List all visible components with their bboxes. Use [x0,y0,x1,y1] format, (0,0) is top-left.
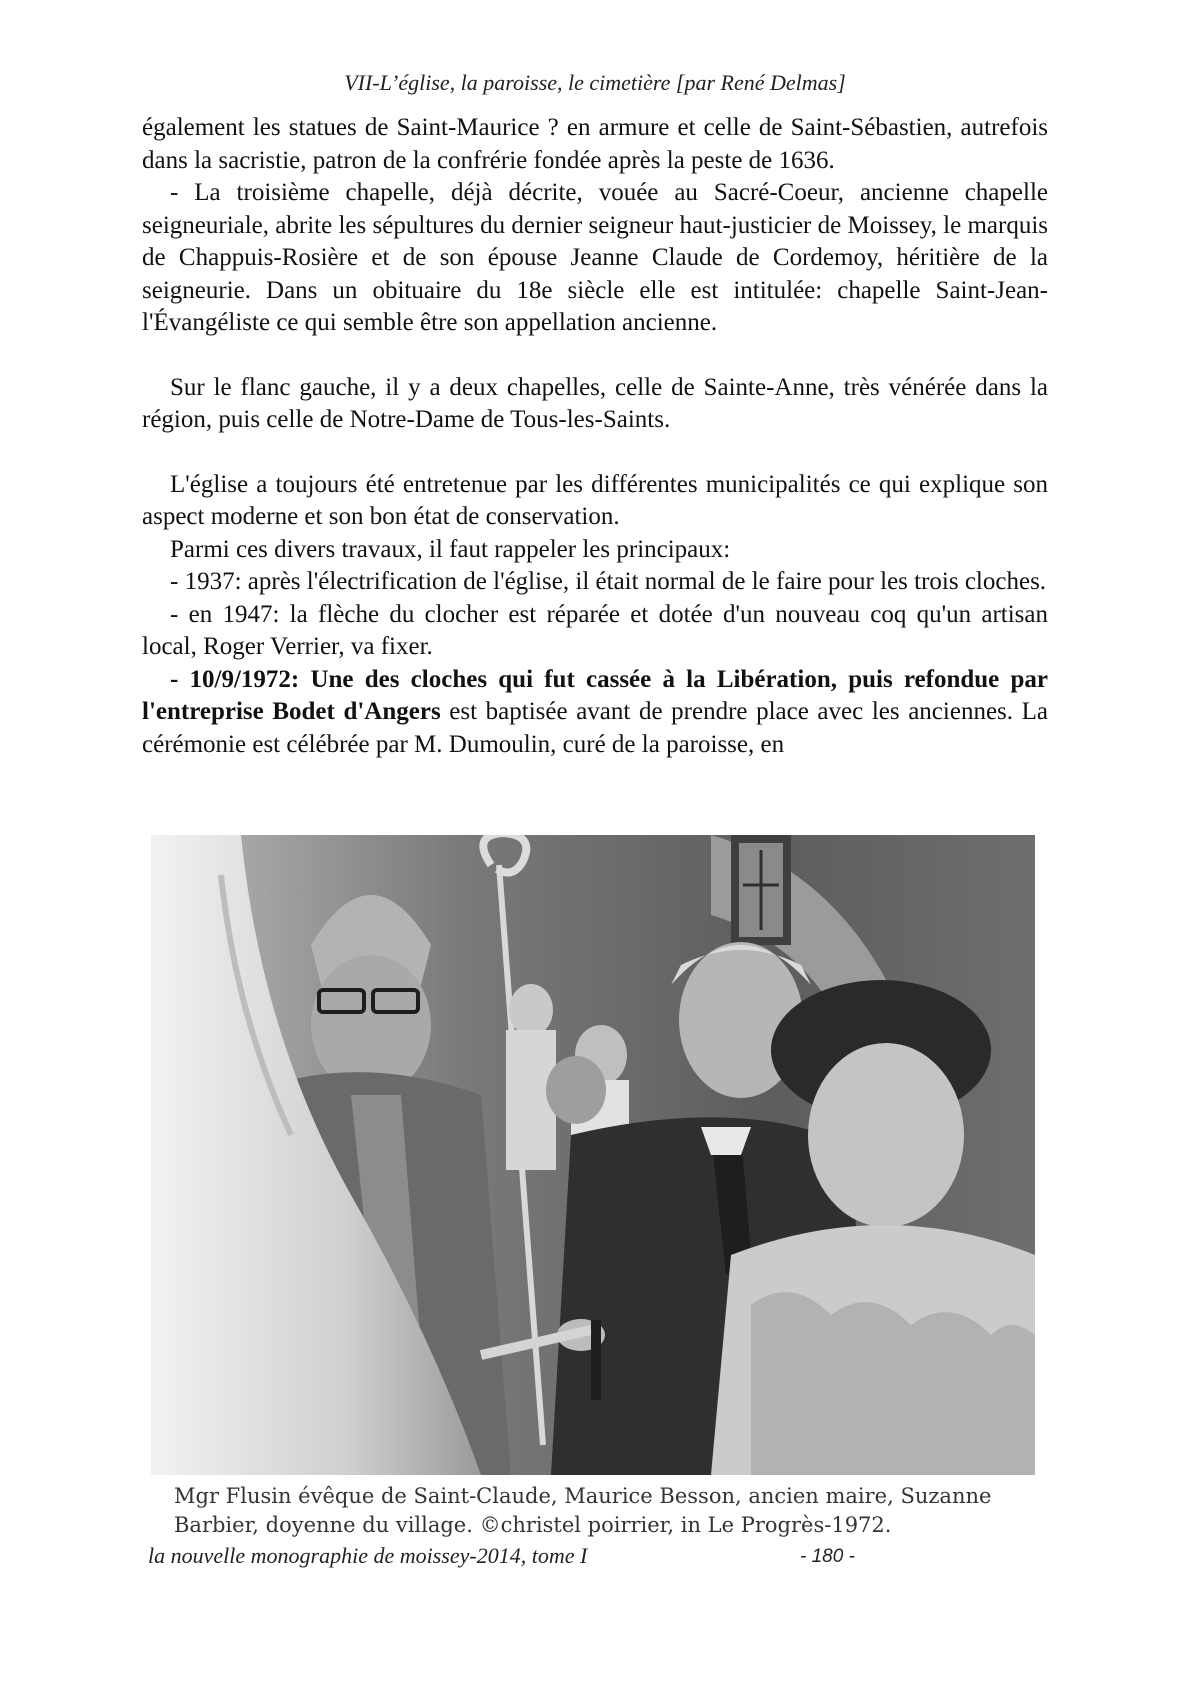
paragraph-rest: est baptisée avant de prendre place avec les anciennes. La cérémonie est célébrée par M. Dumoulin, curé de la paroisse, en [142,698,1048,758]
page-number: - 180 - [800,1546,855,1567]
caption-line: Barbier, doyenne du village. ©christel poirrier, in Le Progrès-1972. [174,1513,892,1537]
photo-caption [174,1482,1054,1540]
paragraph: - La troisième chapelle, déjà décrite, vouée au Sacré-Coeur, ancienne chapelle seigneuriale, abrite les sépultures du dernier seigneur haut-justicier de Moissey, le marquis de Chappuis-Rosière et de son épouse Jeanne Claude de Cordemoy, héritière de la seigneurie. Dans un obituaire du 18e siècle elle est intitulée: chapelle Saint-Jean-l'Évangéliste ce qui semble être son appellation ancienne. [142,179,1048,336]
ceremony-photo [151,835,1035,1475]
footer-book-title: la nouvelle monographie de moissey-2014, tome I [148,1543,588,1568]
paragraph: Sur le flanc gauche, il y a deux chapelles, celle de Sainte-Anne, très vénérée dans la région, puis celle de Notre-Dame de Tous-les-Saints. [142,373,1048,433]
paragraph-1972 [142,664,1048,762]
paragraph: - en 1947: la flèche du clocher est réparée et dotée d'un nouveau coq qu'un artisan local, Roger Verrier, va fixer. [142,600,1048,660]
bold-lead: - 10/9/1972: Une des cloches qui fut cassée à la Libération, puis refondue par l'entreprise Bodet d'Angers [142,665,1048,725]
caption-line: Mgr Flusin évêque de Saint-Claude, Maurice Besson, ancien maire, Suzanne [174,1484,992,1508]
paragraph: Parmi ces divers travaux, il faut rappeler les principaux: [170,535,731,563]
main-text [142,112,1048,761]
running-header: VII-L’église, la paroisse, le cimetière [par René Delmas] [344,70,846,95]
paragraph: L'église a toujours été entretenue par les différentes municipalités ce qui explique son aspect moderne et son bon état de conservation. [142,470,1048,530]
paragraph: également les statues de Saint-Maurice ? en armure et celle de Saint-Sébastien, autrefois dans la sacristie, patron de la confrérie fondée après la peste de 1636. [142,114,1048,174]
paragraph: - 1937: après l'électrification de l'église, il était normal de le faire pour les trois cloches. [170,568,1047,595]
